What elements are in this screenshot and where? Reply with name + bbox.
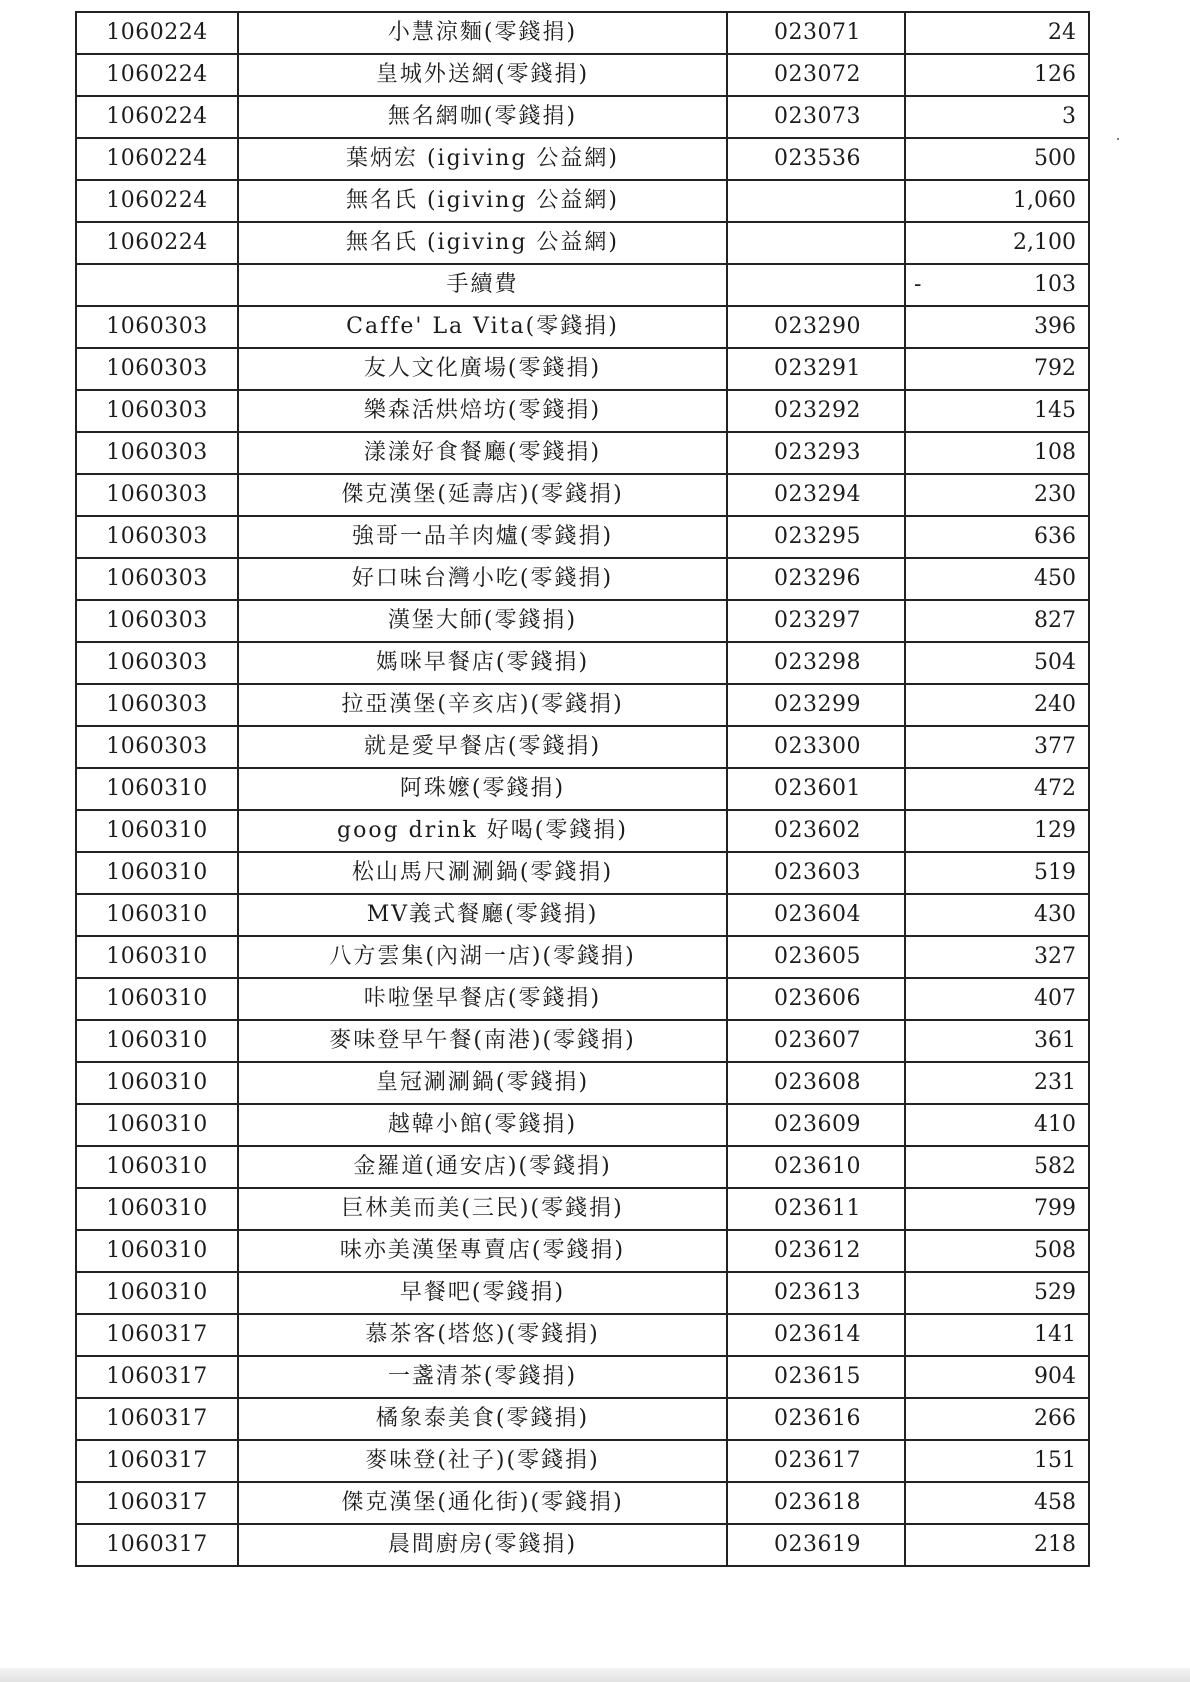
donor-name-cell: 友人文化廣場(零錢捐) xyxy=(238,348,727,390)
table-row xyxy=(76,516,1089,558)
amount-value: 3 xyxy=(1062,104,1076,129)
amount-cell xyxy=(905,1398,1089,1440)
amount-cell xyxy=(905,264,1089,306)
amount-cell xyxy=(905,642,1089,684)
receipt-code-cell: 023612 xyxy=(727,1230,905,1272)
table-row xyxy=(76,180,1089,222)
donor-name-cell: 八方雲集(內湖一店)(零錢捐) xyxy=(238,936,727,978)
date-cell: 1060317 xyxy=(76,1398,238,1440)
table-row xyxy=(76,264,1089,306)
receipt-code-cell: 023297 xyxy=(727,600,905,642)
amount-value: 458 xyxy=(1034,1490,1076,1515)
scan-bottom-edge xyxy=(0,1668,1190,1682)
amount-cell xyxy=(905,726,1089,768)
donor-name-cell: Caffe' La Vita(零錢捐) xyxy=(238,306,727,348)
receipt-code-cell: 023602 xyxy=(727,810,905,852)
date-cell: 1060224 xyxy=(76,96,238,138)
donor-name-cell: 無名網咖(零錢捐) xyxy=(238,96,727,138)
amount-value: 792 xyxy=(1034,356,1076,381)
donor-name-cell: 漢堡大師(零錢捐) xyxy=(238,600,727,642)
donor-name-cell: 皇冠涮涮鍋(零錢捐) xyxy=(238,1062,727,1104)
amount-value: 396 xyxy=(1034,314,1076,339)
table-row xyxy=(76,222,1089,264)
donor-name-cell: 早餐吧(零錢捐) xyxy=(238,1272,727,1314)
amount-cell xyxy=(905,1524,1089,1566)
date-cell: 1060303 xyxy=(76,348,238,390)
amount-cell xyxy=(905,894,1089,936)
date-cell: 1060310 xyxy=(76,978,238,1020)
table-row xyxy=(76,1440,1089,1482)
table-row xyxy=(76,768,1089,810)
amount-value: 266 xyxy=(1034,1406,1076,1431)
table-row xyxy=(76,96,1089,138)
amount-value: 500 xyxy=(1034,146,1076,171)
receipt-code-cell: 023617 xyxy=(727,1440,905,1482)
amount-cell xyxy=(905,684,1089,726)
amount-value: 108 xyxy=(1034,440,1076,465)
amount-cell xyxy=(905,96,1089,138)
amount-cell xyxy=(905,222,1089,264)
date-cell: 1060224 xyxy=(76,12,238,54)
receipt-code-cell: 023073 xyxy=(727,96,905,138)
date-cell: 1060310 xyxy=(76,852,238,894)
amount-value: 582 xyxy=(1034,1154,1076,1179)
table-row xyxy=(76,936,1089,978)
donor-name-cell: 橘象泰美食(零錢捐) xyxy=(238,1398,727,1440)
amount-cell xyxy=(905,768,1089,810)
table-row xyxy=(76,1020,1089,1062)
receipt-code-cell: 023299 xyxy=(727,684,905,726)
date-cell: 1060310 xyxy=(76,810,238,852)
date-cell: 1060303 xyxy=(76,432,238,474)
donor-name-cell: MV義式餐廳(零錢捐) xyxy=(238,894,727,936)
donor-name-cell: 麥味登早午餐(南港)(零錢捐) xyxy=(238,1020,727,1062)
donor-name-cell: 漾漾好食餐廳(零錢捐) xyxy=(238,432,727,474)
date-cell: 1060310 xyxy=(76,1020,238,1062)
donor-name-cell: 金羅道(通安店)(零錢捐) xyxy=(238,1146,727,1188)
date-cell: 1060317 xyxy=(76,1356,238,1398)
receipt-code-cell: 023298 xyxy=(727,642,905,684)
table-row xyxy=(76,978,1089,1020)
donor-name-cell: 傑克漢堡(通化街)(零錢捐) xyxy=(238,1482,727,1524)
amount-cell xyxy=(905,306,1089,348)
amount-value: 430 xyxy=(1034,902,1076,927)
date-cell: 1060303 xyxy=(76,600,238,642)
receipt-code-cell: 023610 xyxy=(727,1146,905,1188)
receipt-code-cell: 023601 xyxy=(727,768,905,810)
receipt-code-cell: 023295 xyxy=(727,516,905,558)
date-cell: 1060310 xyxy=(76,1230,238,1272)
date-cell: 1060303 xyxy=(76,642,238,684)
donor-name-cell: 越韓小館(零錢捐) xyxy=(238,1104,727,1146)
amount-cell xyxy=(905,180,1089,222)
amount-cell xyxy=(905,138,1089,180)
receipt-code-cell: 023290 xyxy=(727,306,905,348)
amount-cell xyxy=(905,54,1089,96)
amount-value: 377 xyxy=(1034,734,1076,759)
amount-cell xyxy=(905,1230,1089,1272)
amount-value: 240 xyxy=(1034,692,1076,717)
donor-name-cell: 媽咪早餐店(零錢捐) xyxy=(238,642,727,684)
date-cell: 1060310 xyxy=(76,936,238,978)
date-cell: 1060310 xyxy=(76,1146,238,1188)
amount-cell xyxy=(905,1062,1089,1104)
amount-cell xyxy=(905,810,1089,852)
receipt-code-cell: 023292 xyxy=(727,390,905,432)
amount-value: 529 xyxy=(1034,1280,1076,1305)
amount-cell xyxy=(905,1272,1089,1314)
table-row xyxy=(76,12,1089,54)
amount-value: 636 xyxy=(1034,524,1076,549)
amount-cell xyxy=(905,1188,1089,1230)
donor-name-cell: 巨林美而美(三民)(零錢捐) xyxy=(238,1188,727,1230)
amount-value: 103 xyxy=(1034,272,1076,297)
donor-name-cell: 慕茶客(塔悠)(零錢捐) xyxy=(238,1314,727,1356)
table-row xyxy=(76,558,1089,600)
amount-cell xyxy=(905,390,1089,432)
donation-ledger-table xyxy=(75,11,1090,1567)
date-cell: 1060303 xyxy=(76,516,238,558)
amount-cell xyxy=(905,600,1089,642)
date-cell: 1060224 xyxy=(76,222,238,264)
table-row xyxy=(76,1524,1089,1566)
receipt-code-cell: 023071 xyxy=(727,12,905,54)
table-row xyxy=(76,1272,1089,1314)
amount-value: 151 xyxy=(1034,1448,1076,1473)
receipt-code-cell: 023609 xyxy=(727,1104,905,1146)
receipt-code-cell: 023611 xyxy=(727,1188,905,1230)
receipt-code-cell xyxy=(727,264,905,306)
table-row xyxy=(76,684,1089,726)
date-cell: 1060303 xyxy=(76,474,238,516)
table-row xyxy=(76,54,1089,96)
table-row xyxy=(76,474,1089,516)
donor-name-cell: 皇城外送網(零錢捐) xyxy=(238,54,727,96)
amount-cell xyxy=(905,1440,1089,1482)
receipt-code-cell: 023296 xyxy=(727,558,905,600)
amount-value: 2,100 xyxy=(1013,230,1076,255)
receipt-code-cell: 023614 xyxy=(727,1314,905,1356)
amount-value: 799 xyxy=(1034,1196,1076,1221)
date-cell: 1060310 xyxy=(76,1188,238,1230)
receipt-code-cell: 023606 xyxy=(727,978,905,1020)
receipt-code-cell: 023291 xyxy=(727,348,905,390)
amount-cell xyxy=(905,1314,1089,1356)
receipt-code-cell: 023613 xyxy=(727,1272,905,1314)
amount-cell xyxy=(905,936,1089,978)
receipt-code-cell: 023293 xyxy=(727,432,905,474)
date-cell: 1060310 xyxy=(76,1104,238,1146)
amount-cell xyxy=(905,978,1089,1020)
table-row xyxy=(76,1146,1089,1188)
amount-value: 218 xyxy=(1034,1532,1076,1557)
receipt-code-cell: 023536 xyxy=(727,138,905,180)
amount-value: 904 xyxy=(1034,1364,1076,1389)
receipt-code-cell xyxy=(727,180,905,222)
table-row xyxy=(76,1314,1089,1356)
donor-name-cell: 松山馬尺涮涮鍋(零錢捐) xyxy=(238,852,727,894)
donor-name-cell: 無名氏 (igiving 公益網) xyxy=(238,180,727,222)
amount-value: 230 xyxy=(1034,482,1076,507)
amount-cell xyxy=(905,1146,1089,1188)
table-row xyxy=(76,348,1089,390)
table-row xyxy=(76,432,1089,474)
table-row xyxy=(76,1104,1089,1146)
date-cell: 1060224 xyxy=(76,138,238,180)
amount-cell xyxy=(905,516,1089,558)
donor-name-cell: 咔啦堡早餐店(零錢捐) xyxy=(238,978,727,1020)
donor-name-cell: 小慧涼麵(零錢捐) xyxy=(238,12,727,54)
table-row xyxy=(76,1230,1089,1272)
table-row xyxy=(76,852,1089,894)
amount-value: 141 xyxy=(1034,1322,1076,1347)
receipt-code-cell: 023615 xyxy=(727,1356,905,1398)
donor-name-cell: 好口味台灣小吃(零錢捐) xyxy=(238,558,727,600)
date-cell: 1060317 xyxy=(76,1440,238,1482)
date-cell: 1060303 xyxy=(76,306,238,348)
amount-value: 450 xyxy=(1034,566,1076,591)
date-cell: 1060317 xyxy=(76,1314,238,1356)
receipt-code-cell: 023300 xyxy=(727,726,905,768)
negative-sign: - xyxy=(914,272,922,297)
donor-name-cell: 無名氏 (igiving 公益網) xyxy=(238,222,727,264)
amount-cell xyxy=(905,1020,1089,1062)
donor-name-cell: 晨間廚房(零錢捐) xyxy=(238,1524,727,1566)
amount-cell xyxy=(905,1482,1089,1524)
amount-cell xyxy=(905,558,1089,600)
table-row xyxy=(76,390,1089,432)
amount-value: 361 xyxy=(1034,1028,1076,1053)
amount-value: 410 xyxy=(1034,1112,1076,1137)
amount-value: 407 xyxy=(1034,986,1076,1011)
date-cell: 1060303 xyxy=(76,684,238,726)
donor-name-cell: 味亦美漢堡專賣店(零錢捐) xyxy=(238,1230,727,1272)
amount-value: 508 xyxy=(1034,1238,1076,1263)
amount-cell xyxy=(905,1356,1089,1398)
ledger-body xyxy=(76,12,1089,1566)
amount-value: 472 xyxy=(1034,776,1076,801)
receipt-code-cell: 023618 xyxy=(727,1482,905,1524)
table-row xyxy=(76,138,1089,180)
receipt-code-cell: 023294 xyxy=(727,474,905,516)
receipt-code-cell: 023605 xyxy=(727,936,905,978)
amount-cell xyxy=(905,432,1089,474)
donor-name-cell: 傑克漢堡(延壽店)(零錢捐) xyxy=(238,474,727,516)
table-row xyxy=(76,1398,1089,1440)
date-cell: 1060310 xyxy=(76,894,238,936)
donor-name-cell: 就是愛早餐店(零錢捐) xyxy=(238,726,727,768)
date-cell xyxy=(76,264,238,306)
date-cell: 1060317 xyxy=(76,1524,238,1566)
amount-value: 129 xyxy=(1034,818,1076,843)
donor-name-cell: 葉炳宏 (igiving 公益網) xyxy=(238,138,727,180)
date-cell: 1060303 xyxy=(76,390,238,432)
table-row xyxy=(76,306,1089,348)
date-cell: 1060310 xyxy=(76,1272,238,1314)
amount-cell xyxy=(905,852,1089,894)
receipt-code-cell: 023607 xyxy=(727,1020,905,1062)
receipt-code-cell: 023072 xyxy=(727,54,905,96)
table-row xyxy=(76,1482,1089,1524)
date-cell: 1060310 xyxy=(76,768,238,810)
date-cell: 1060317 xyxy=(76,1482,238,1524)
amount-cell xyxy=(905,474,1089,516)
donor-name-cell: 強哥一品羊肉爐(零錢捐) xyxy=(238,516,727,558)
donor-name-cell: 阿珠嬤(零錢捐) xyxy=(238,768,727,810)
table-row xyxy=(76,1062,1089,1104)
receipt-code-cell xyxy=(727,222,905,264)
amount-value: 126 xyxy=(1034,62,1076,87)
date-cell: 1060224 xyxy=(76,54,238,96)
amount-value: 1,060 xyxy=(1013,188,1076,213)
donor-name-cell: 拉亞漢堡(辛亥店)(零錢捐) xyxy=(238,684,727,726)
donor-name-cell: 麥味登(社子)(零錢捐) xyxy=(238,1440,727,1482)
receipt-code-cell: 023604 xyxy=(727,894,905,936)
amount-value: 24 xyxy=(1048,20,1076,45)
table-row xyxy=(76,894,1089,936)
donor-name-cell: 樂森活烘焙坊(零錢捐) xyxy=(238,390,727,432)
amount-value: 327 xyxy=(1034,944,1076,969)
receipt-code-cell: 023619 xyxy=(727,1524,905,1566)
amount-cell xyxy=(905,12,1089,54)
table-row xyxy=(76,810,1089,852)
receipt-code-cell: 023608 xyxy=(727,1062,905,1104)
date-cell: 1060303 xyxy=(76,558,238,600)
donor-name-cell: 手續費 xyxy=(238,264,727,306)
donor-name-cell: goog drink 好喝(零錢捐) xyxy=(238,810,727,852)
amount-value: 145 xyxy=(1034,398,1076,423)
amount-value: 231 xyxy=(1034,1070,1076,1095)
date-cell: 1060224 xyxy=(76,180,238,222)
table-row xyxy=(76,600,1089,642)
receipt-code-cell: 023616 xyxy=(727,1398,905,1440)
table-row xyxy=(76,1188,1089,1230)
amount-cell xyxy=(905,348,1089,390)
table-row xyxy=(76,1356,1089,1398)
donor-name-cell: 一盞清茶(零錢捐) xyxy=(238,1356,727,1398)
receipt-code-cell: 023603 xyxy=(727,852,905,894)
scan-speck xyxy=(1117,138,1119,140)
amount-value: 519 xyxy=(1034,860,1076,885)
amount-value: 827 xyxy=(1034,608,1076,633)
date-cell: 1060303 xyxy=(76,726,238,768)
table-row xyxy=(76,642,1089,684)
date-cell: 1060310 xyxy=(76,1062,238,1104)
amount-cell xyxy=(905,1104,1089,1146)
amount-value: 504 xyxy=(1034,650,1076,675)
table-row xyxy=(76,726,1089,768)
